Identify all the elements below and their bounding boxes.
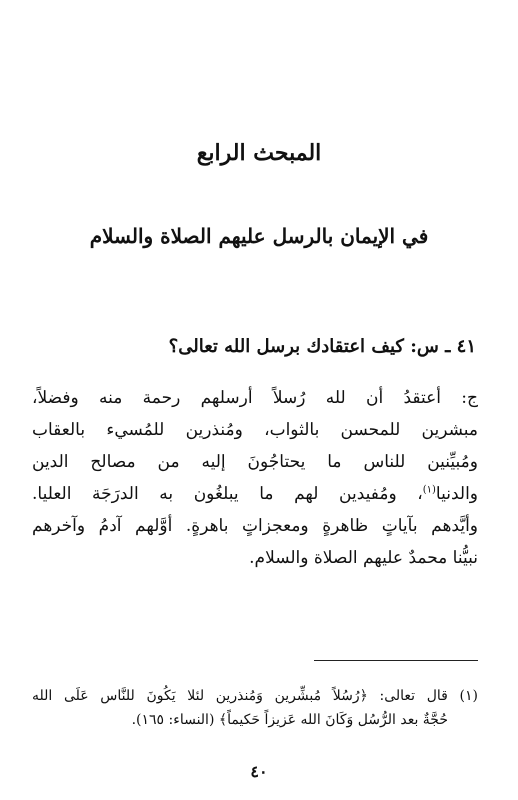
chapter-title: المبحث الرابع xyxy=(196,140,322,166)
answer-line-start: والدنيا xyxy=(435,484,478,504)
answer-line: وأيَّدهم بآياتٍ ظاهرةٍ ومعجزاتٍ باهرةٍ. أوَّلهم آدمُ وآخرهم xyxy=(32,516,478,536)
answer-line: نبيُّنا محمدٌ عليهم الصلاة والسلام. xyxy=(249,548,478,568)
footnote xyxy=(32,684,478,732)
page-number: ٤٠ xyxy=(250,762,268,781)
section-title: في الإيمان بالرسل عليهم الصلاة والسلام xyxy=(89,224,429,248)
question-text: ٤١ ـ س: كيف اعتقادك برسل الله تعالى؟ xyxy=(168,336,476,357)
answer-line-with-footnote xyxy=(32,478,478,510)
footnote-divider xyxy=(314,660,478,661)
answer-line: مبشرين للمحسن بالثواب، ومُنذرين للمُسيء بالعقاب xyxy=(32,420,478,440)
answer-line-end: ، ومُفيدين لهم ما يبلغُون به الدرَجَة العليا. xyxy=(32,484,423,504)
footnote-reference: (١) xyxy=(422,484,436,496)
answer-line: ومُبيِّنين للناس ما يحتاجُونَ إليه من مصالح الدين xyxy=(32,452,478,472)
answer-line: ج: أعتقدُ أن لله رُسلاً أرسلهم رحمة منه وفضلاً، xyxy=(32,388,478,408)
footnote-line: (١) قال تعالى: ﴿رُسُلاً مُبشِّرين وَمُنذرين لئلا يَكُونَ للنَّاس عَلَى الله xyxy=(32,688,478,704)
answer-paragraph xyxy=(32,382,478,574)
footnote-line: حُجَّةٌ بعد الرُّسُل وَكَانَ الله عَزيزاً حَكيماً﴾ (النساء: ١٦٥). xyxy=(131,712,448,728)
